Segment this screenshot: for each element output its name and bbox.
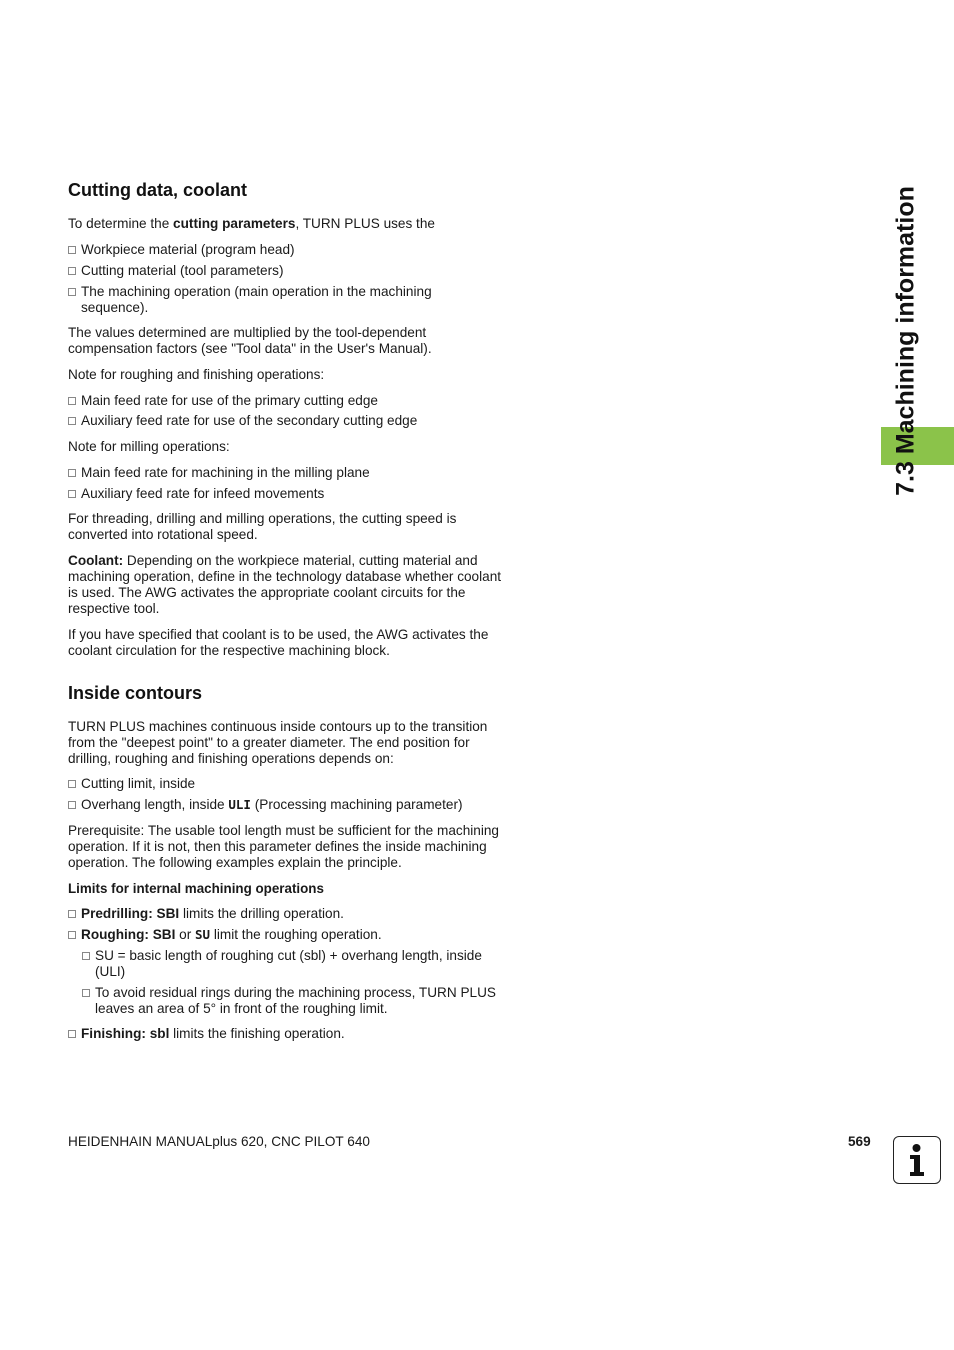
coolant-paragraph-2: If you have specified that coolant is to be used, the AWG activates the coolant circulation for the respective machining block. <box>68 627 489 658</box>
bullet-icon <box>68 417 76 425</box>
values-paragraph: The values determined are multiplied by the tool-dependent compensation factors (see "Tool data" in the User's Manual). <box>68 325 432 356</box>
page-number: 569 <box>848 1134 871 1149</box>
intro-paragraph: To determine the cutting parameters, TURN PLUS uses the <box>68 216 435 231</box>
bullet-icon <box>68 801 76 809</box>
bullet-icon <box>68 931 76 939</box>
list-item: Main feed rate for use of the primary cutting edge <box>68 393 513 409</box>
bullet-icon <box>68 780 76 788</box>
list-item: Workpiece material (program head) <box>68 242 513 258</box>
section-heading-cutting-data: Cutting data, coolant <box>68 180 247 200</box>
info-glyph <box>894 1137 939 1182</box>
list-item: Cutting limit, inside <box>68 776 513 792</box>
chapter-title: 7.3 Machining information <box>891 186 920 496</box>
bullet-icon <box>68 246 76 254</box>
info-icon <box>893 1136 941 1184</box>
roughing-note: Note for roughing and finishing operations: <box>68 367 325 382</box>
limits-subheading: Limits for internal machining operations <box>68 881 324 896</box>
bullet-icon <box>68 910 76 918</box>
bullet-icon <box>82 989 90 997</box>
bullet-icon <box>68 469 76 477</box>
sub-list-item: To avoid residual rings during the machining process, TURN PLUS leaves an area of 5° in front of the roughing limit. <box>82 985 513 1017</box>
bullet-icon <box>68 490 76 498</box>
prerequisite-paragraph: Prerequisite: The usable tool length must be sufficient for the machining operation. If it is not, then this parameter defines the inside machining operation. The following examples explain the principle. <box>68 823 499 870</box>
inside-contours-intro: TURN PLUS machines continuous inside contours up to the transition from the "deepest point" to a greater diameter. The end position for drilling, roughing and finishing operations depends on: <box>68 719 488 766</box>
list-item: Main feed rate for machining in the milling plane <box>68 465 513 481</box>
chapter-title-vertical <box>882 185 930 497</box>
list-item: Auxiliary feed rate for infeed movements <box>68 486 513 502</box>
list-item-predrilling: Predrilling: SBI limits the drilling operation. <box>68 906 513 922</box>
list-item: Auxiliary feed rate for use of the secondary cutting edge <box>68 413 513 429</box>
bullet-icon <box>68 267 76 275</box>
bullet-icon <box>68 1030 76 1038</box>
bullet-icon <box>82 952 90 960</box>
bullet-icon <box>68 397 76 405</box>
list-item: The machining operation (main operation in the machining sequence). <box>68 284 468 316</box>
coolant-paragraph: Coolant: Depending on the workpiece material, cutting material and machining operation, define in the technology database whether coolant is used. The AWG activates the appropriate coolant circuits for the respective tool. <box>68 553 502 616</box>
list-item: Cutting material (tool parameters) <box>68 263 513 279</box>
footer-publication: HEIDENHAIN MANUALplus 620, CNC PILOT 640 <box>68 1134 370 1149</box>
section-heading-inside-contours: Inside contours <box>68 683 203 703</box>
bullet-icon <box>68 288 76 296</box>
threading-paragraph: For threading, drilling and milling operations, the cutting speed is converted into rotational speed. <box>68 511 457 542</box>
list-item-finishing: Finishing: sbl limits the finishing operation. <box>68 1026 513 1042</box>
list-item-roughing: Roughing: SBI or SU limit the roughing operation. <box>68 927 513 943</box>
list-item: Overhang length, inside ULI (Processing machining parameter) <box>68 797 513 813</box>
sub-list-item: SU = basic length of roughing cut (sbl) + overhang length, inside (ULI) <box>82 948 513 980</box>
milling-note: Note for milling operations: <box>68 439 230 454</box>
